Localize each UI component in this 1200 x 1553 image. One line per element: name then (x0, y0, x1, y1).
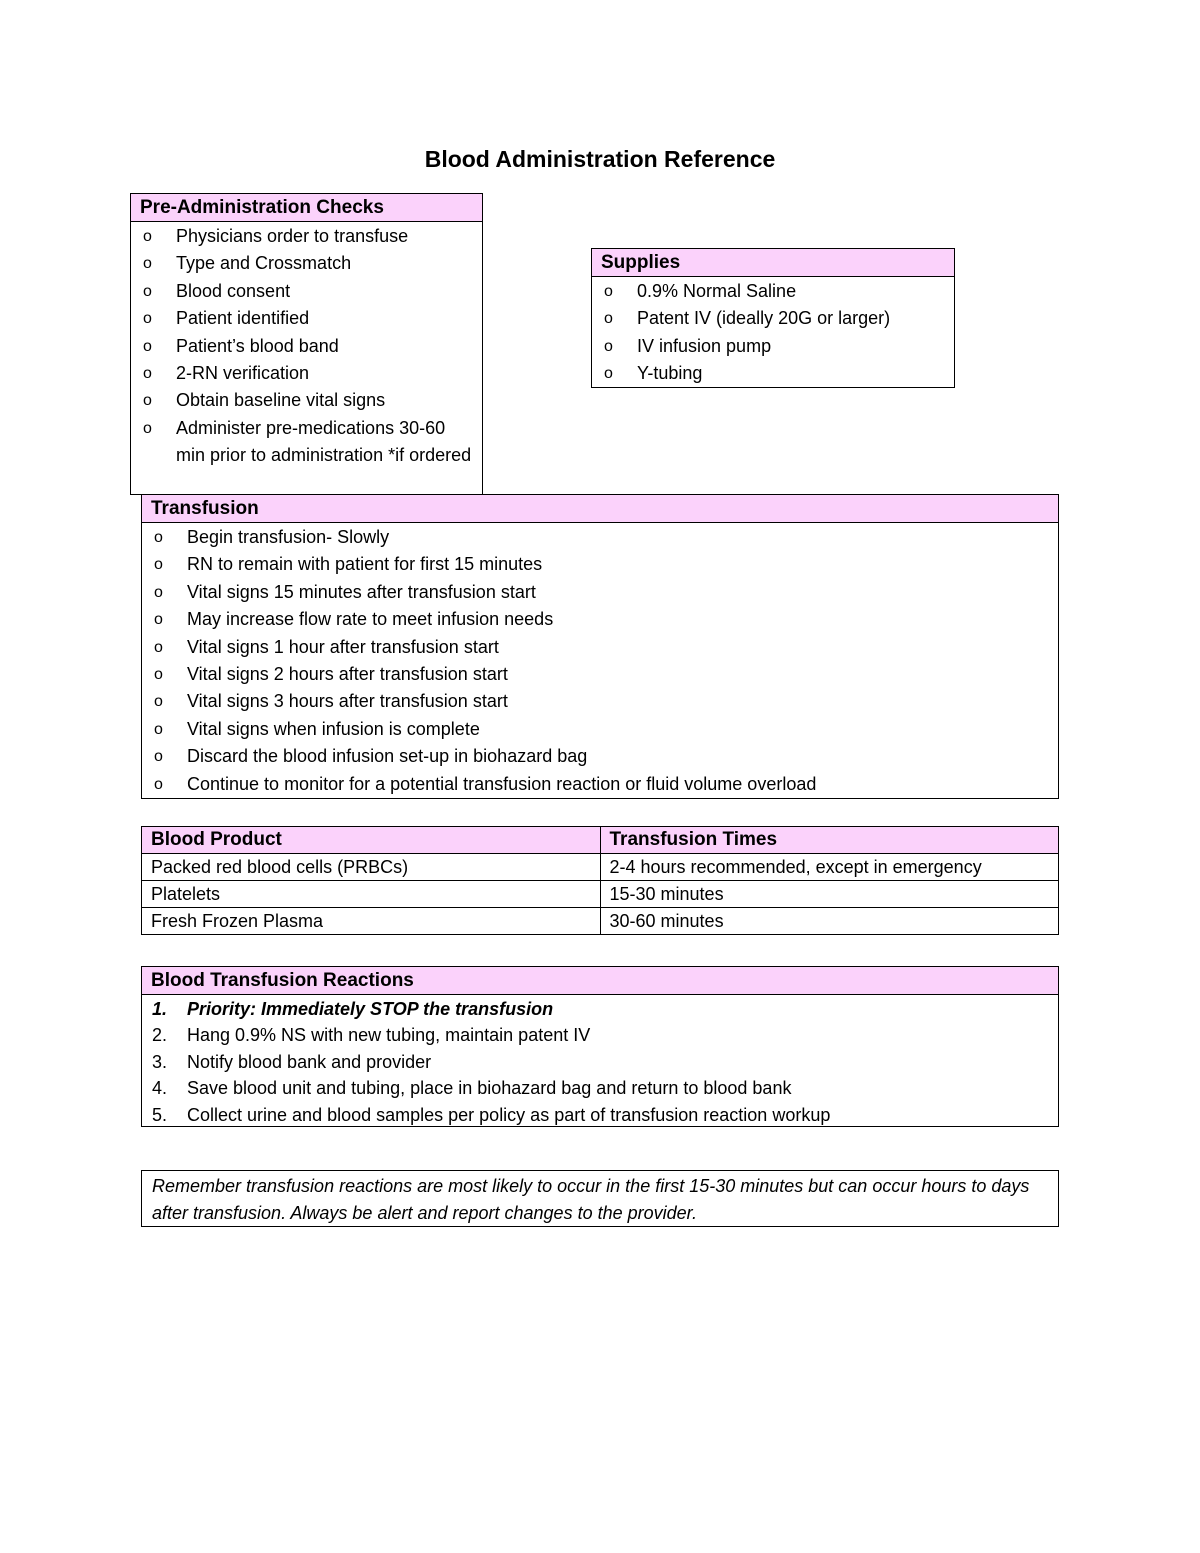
transfusion-heading: Transfusion (142, 495, 1058, 523)
bullet-icon: o (604, 310, 613, 328)
reminder-note: Remember transfusion reactions are most likely to occur in the first 15-30 minutes but can occur hours to days after transfusion. Always be alert and report changes to the provider. (152, 1176, 1030, 1223)
list-item (142, 579, 1058, 606)
list-item (142, 524, 1058, 551)
transfusion-box (141, 494, 1059, 799)
list-item (131, 305, 482, 332)
bullet-icon: o (154, 693, 163, 711)
list-item-text: Patient’s blood band (176, 335, 339, 356)
table-row (142, 908, 1059, 935)
table-cell: Fresh Frozen Plasma (142, 908, 601, 935)
list-item-text: Collect urine and blood samples per policy as part of transfusion reaction workup (187, 1104, 831, 1125)
page-title: Blood Administration Reference (424, 146, 776, 172)
transfusion-list (142, 523, 1058, 798)
list-item (142, 1075, 1058, 1101)
bullet-icon: o (143, 310, 152, 328)
list-item-text: Begin transfusion- Slowly (187, 527, 390, 547)
list-item-text: Blood consent (176, 280, 291, 301)
reactions-heading: Blood Transfusion Reactions (142, 967, 1058, 995)
list-item (142, 688, 1058, 715)
list-number: 3. (152, 1051, 168, 1072)
bullet-icon: o (143, 392, 152, 410)
list-item (142, 606, 1058, 633)
blood-product-table (141, 826, 1059, 935)
list-item (142, 634, 1058, 661)
list-item-text: Notify blood bank and provider (187, 1051, 432, 1072)
list-item (592, 305, 954, 332)
list-item-text: Priority: Immediately STOP the transfusion (187, 999, 554, 1019)
list-item (142, 661, 1058, 688)
bullet-icon: o (143, 365, 152, 383)
pre-admin-checks-box (130, 193, 483, 495)
bullet-icon: o (143, 228, 152, 245)
list-item (131, 223, 482, 250)
bullet-icon: o (154, 611, 163, 629)
reactions-list (142, 995, 1058, 1128)
list-number: 4. (152, 1078, 168, 1099)
pre-admin-list (131, 222, 482, 470)
list-item-text: Discard the blood infusion set-up in biohazard bag (187, 746, 588, 767)
list-item (142, 996, 1058, 1022)
list-item-text: 0.9% Normal Saline (637, 281, 797, 301)
list-item (142, 551, 1058, 578)
list-item (142, 1102, 1058, 1128)
pre-admin-heading: Pre-Administration Checks (131, 194, 482, 222)
list-item (131, 278, 482, 305)
list-item-text: Patent IV (ideally 20G or larger) (637, 308, 891, 329)
list-item-text: Administer pre-medications 30-60 min prior to administration *if ordered (176, 417, 472, 466)
table-cell: 15-30 minutes (600, 881, 1059, 908)
list-item-text: Vital signs when infusion is complete (187, 718, 480, 739)
bullet-icon: o (154, 775, 163, 793)
column-header-product: Blood Product (142, 827, 601, 854)
reactions-box (141, 966, 1059, 1127)
bullet-icon: o (154, 556, 163, 574)
list-item-text: Save blood unit and tubing, place in biohazard bag and return to blood bank (187, 1078, 792, 1099)
list-item-text: May increase flow rate to meet infusion needs (187, 609, 554, 630)
list-item (131, 387, 482, 414)
list-number: 2. (152, 1025, 168, 1046)
list-item-text: Patient identified (176, 308, 310, 329)
bullet-icon: o (154, 583, 163, 601)
bullet-icon: o (143, 337, 152, 355)
list-item-text: Type and Crossmatch (176, 253, 352, 274)
list-item (142, 1022, 1058, 1048)
supplies-heading: Supplies (592, 249, 954, 277)
bullet-icon: o (604, 283, 613, 300)
list-number: 1. (152, 999, 168, 1019)
list-item-text: Y-tubing (637, 363, 703, 384)
bullet-icon: o (154, 720, 163, 738)
list-item-text: Continue to monitor for a potential transfusion reaction or fluid volume overload (187, 773, 817, 794)
list-item (142, 743, 1058, 770)
list-item-text: Vital signs 2 hours after transfusion start (187, 664, 508, 685)
list-item (131, 333, 482, 360)
list-item (142, 1049, 1058, 1075)
blood-product-table-wrap (141, 826, 1059, 935)
bullet-icon: o (154, 529, 163, 546)
supplies-list (592, 277, 954, 388)
list-item-text: Obtain baseline vital signs (176, 390, 386, 411)
table-cell: 30-60 minutes (600, 908, 1059, 935)
list-item (592, 333, 954, 360)
list-item-text: Physicians order to transfuse (176, 226, 409, 246)
bullet-icon: o (143, 282, 152, 300)
list-item-text: Vital signs 3 hours after transfusion start (187, 691, 508, 712)
list-item (592, 278, 954, 305)
column-header-times: Transfusion Times (600, 827, 1059, 854)
list-item-text: Vital signs 1 hour after transfusion start (187, 636, 499, 657)
list-item-text: RN to remain with patient for first 15 minutes (187, 554, 543, 575)
list-item (142, 771, 1058, 798)
list-item-text: Hang 0.9% NS with new tubing, maintain patent IV (187, 1025, 591, 1046)
bullet-icon: o (154, 638, 163, 656)
table-row (142, 881, 1059, 908)
bullet-icon: o (143, 255, 152, 273)
table-row (142, 854, 1059, 881)
list-item-text: Vital signs 15 minutes after transfusion start (187, 581, 536, 602)
reminder-note-box (141, 1170, 1059, 1227)
supplies-box (591, 248, 955, 388)
bullet-icon: o (154, 666, 163, 684)
bullet-icon: o (143, 419, 152, 437)
bullet-icon: o (154, 748, 163, 766)
list-item (131, 360, 482, 387)
list-item (131, 415, 482, 470)
list-item (142, 716, 1058, 743)
list-item-text: IV infusion pump (637, 335, 772, 356)
table-cell: Packed red blood cells (PRBCs) (142, 854, 601, 881)
table-cell: 2-4 hours recommended, except in emergency (600, 854, 1059, 881)
table-cell: Platelets (142, 881, 601, 908)
list-item (131, 250, 482, 277)
table-header-row (142, 827, 1059, 854)
list-item (592, 360, 954, 387)
bullet-icon: o (604, 337, 613, 355)
list-item-text: 2-RN verification (176, 363, 310, 384)
list-number: 5. (152, 1104, 168, 1125)
bullet-icon: o (604, 365, 613, 383)
